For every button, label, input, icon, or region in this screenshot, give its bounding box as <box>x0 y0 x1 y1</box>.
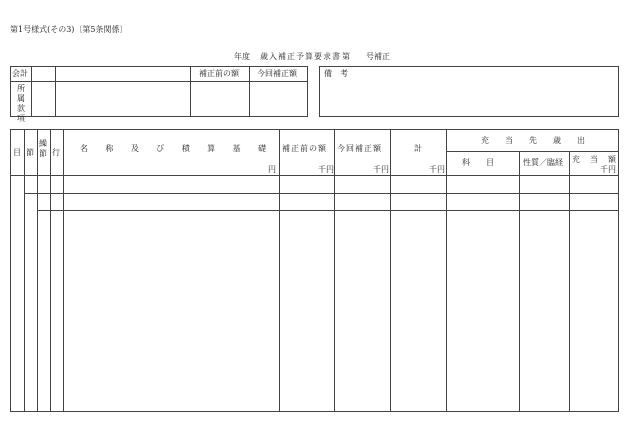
kamoku-label: 科 目 <box>462 158 494 167</box>
form-label: 第1号様式(その3)〔第5条関係〕 <box>10 25 128 34</box>
main-hosei-mae-label: 補正前の額 <box>282 144 327 153</box>
juto-gaku-unit: 千円 <box>600 165 616 174</box>
title-no-prefix: 第 <box>342 52 350 61</box>
kei-label: 計 <box>414 144 422 153</box>
kaikei-label: 会計 <box>12 69 28 78</box>
main-konkai-label: 今回補正額 <box>337 144 382 153</box>
seishitsu-label: 性質／臨経 <box>523 158 563 167</box>
kiso-unit: 円 <box>268 165 276 174</box>
konkai-unit: 千円 <box>373 165 389 174</box>
gyo-label: 行 <box>52 148 60 157</box>
moku-label: 目 <box>13 148 21 157</box>
top-konkai-label: 今回補正額 <box>257 69 297 78</box>
shozoku-label: 所属款項 <box>17 84 25 123</box>
kei-unit: 千円 <box>429 165 445 174</box>
setsu-label: 節 <box>26 148 34 157</box>
title-name: 歳入補正予算要求書 <box>260 52 341 61</box>
title-year: 年度 <box>234 52 250 61</box>
top-hosei-mae-label: 補正前の額 <box>199 69 239 78</box>
juto-gaku-label: 充 当 額 <box>572 155 616 164</box>
juto-label: 充 当 先 歳 出 <box>481 136 585 145</box>
biko-label: 備 考 <box>324 69 348 78</box>
title-no-suffix: 号補正 <box>366 52 390 61</box>
kiso-label: 名 称 及 び 積 算 基 礎 <box>80 144 266 153</box>
kuri-setsu-label: 繰節 <box>39 139 47 158</box>
hosei-mae-unit: 千円 <box>318 165 334 174</box>
